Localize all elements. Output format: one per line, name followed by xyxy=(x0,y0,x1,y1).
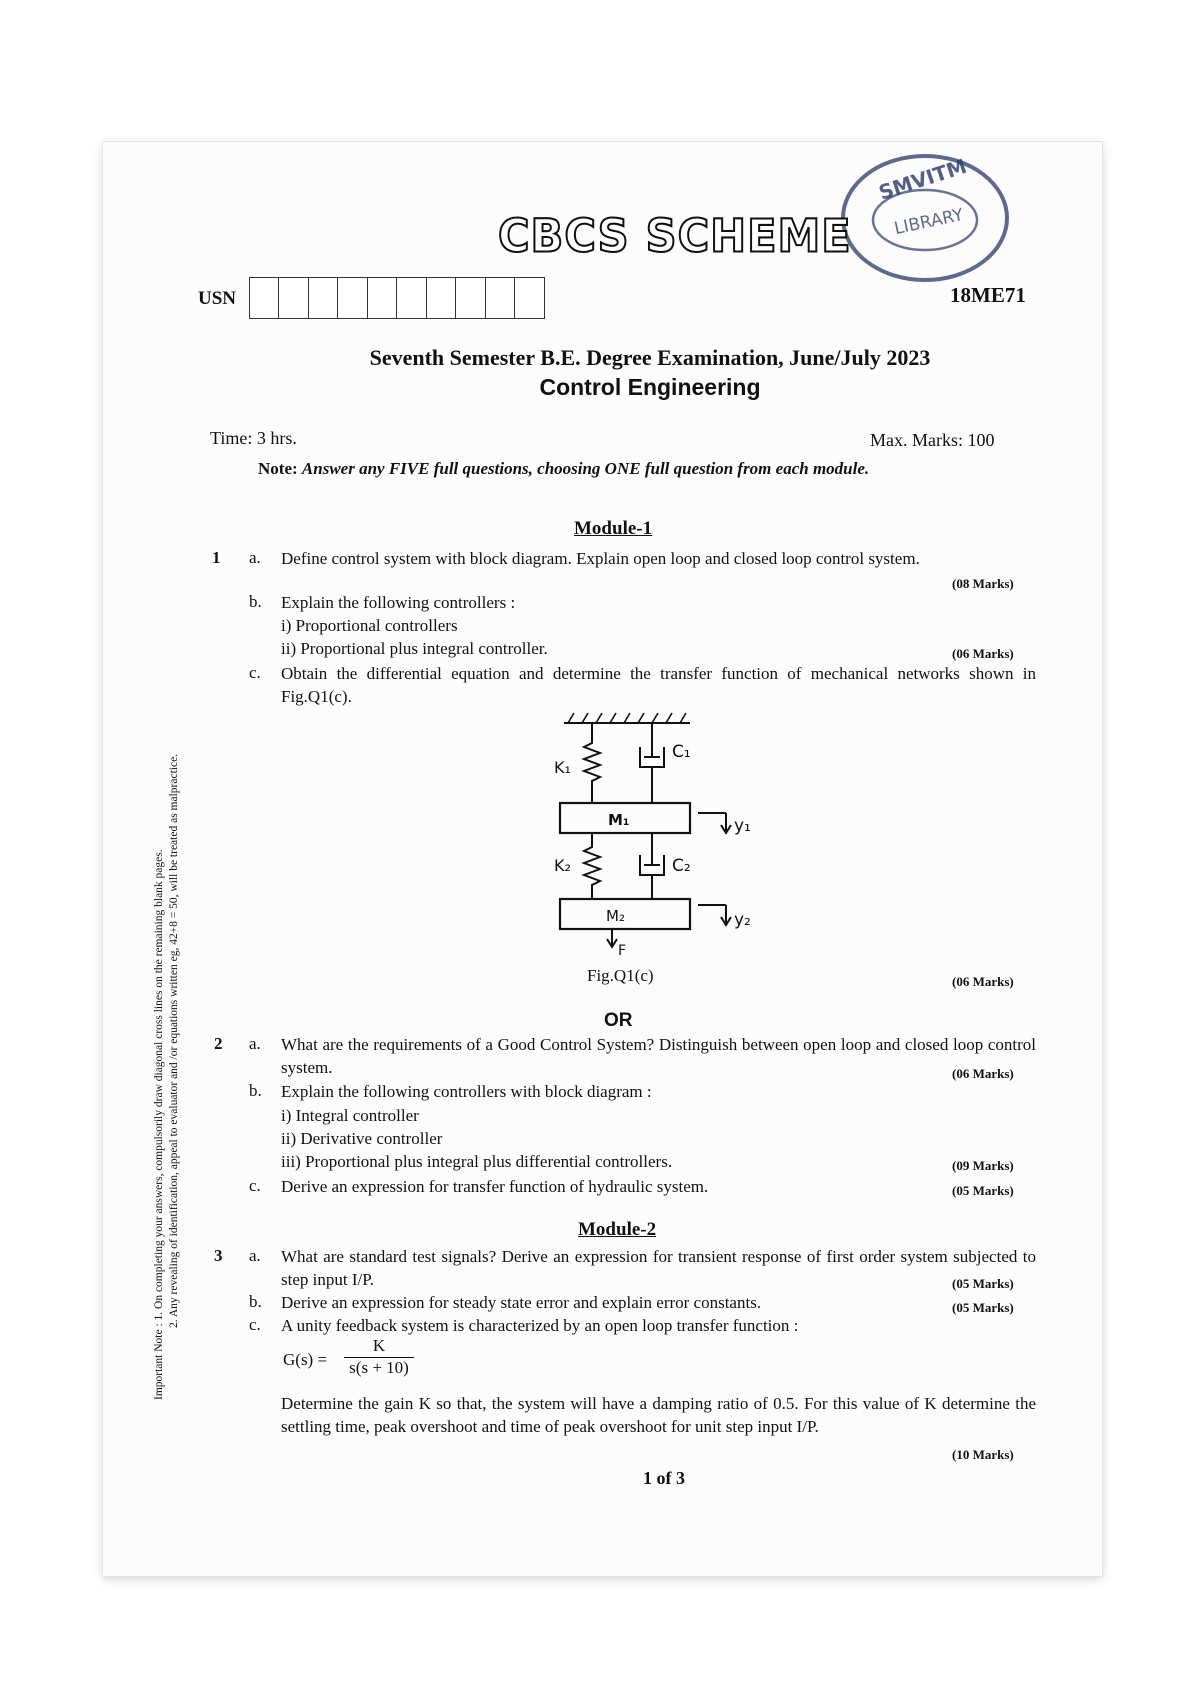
damper-c2 xyxy=(640,833,664,899)
usn-digit-box[interactable] xyxy=(426,277,457,319)
exam-time: Time: 3 hrs. xyxy=(210,428,297,448)
tf-numerator: K xyxy=(344,1336,414,1358)
transfer-function-fraction xyxy=(344,1336,414,1378)
q1b-ii: ii) Proportional plus integral controller. xyxy=(281,639,548,658)
exam-title: Seventh Semester B.E. Degree Examination, June/July 2023 xyxy=(369,345,931,370)
library-stamp xyxy=(825,148,1015,298)
or-separator: OR xyxy=(604,1010,633,1031)
q2c-marks: (05 Marks) xyxy=(952,1183,1014,1198)
label-y2: y₂ xyxy=(734,910,751,930)
q3c-text: A unity feedback system is characterized by an open loop transfer function : xyxy=(281,1316,799,1335)
usn-digit-box[interactable] xyxy=(514,277,545,319)
q3a-text: What are standard test signals? Derive an expression for transient response of first order system subjected to step input I/P. xyxy=(281,1247,1036,1289)
label-c2: C₂ xyxy=(672,856,691,876)
figure-q1c-mechanical-network xyxy=(540,705,800,970)
q2b-text: Explain the following controllers with block diagram : xyxy=(281,1082,652,1101)
usn-digit-box[interactable] xyxy=(308,277,339,319)
q2a-letter: a. xyxy=(249,1034,261,1053)
damper-c1 xyxy=(640,723,664,803)
q1a-marks: (08 Marks) xyxy=(952,576,1014,591)
spring-k1 xyxy=(584,723,600,803)
q2b-i: i) Integral controller xyxy=(281,1106,419,1125)
usn-boxes xyxy=(250,277,545,319)
q3c-letter: c. xyxy=(249,1315,261,1334)
label-y1: y₁ xyxy=(734,816,751,836)
q2c-letter: c. xyxy=(249,1176,261,1195)
usn-digit-box[interactable] xyxy=(396,277,427,319)
usn-digit-box[interactable] xyxy=(485,277,516,319)
q1-number: 1 xyxy=(212,548,221,567)
q2a-marks: (06 Marks) xyxy=(952,1066,1014,1081)
usn-label: USN xyxy=(198,288,237,309)
usn-digit-box[interactable] xyxy=(278,277,309,319)
max-marks: Max. Marks: 100 xyxy=(870,430,995,450)
usn-digit-box[interactable] xyxy=(249,277,280,319)
q3c-marks: (10 Marks) xyxy=(952,1447,1014,1462)
q2b-ii: ii) Derivative controller xyxy=(281,1129,443,1148)
usn-digit-box[interactable] xyxy=(367,277,398,319)
q3b-text: Derive an expression for steady state error and explain error constants. xyxy=(281,1293,762,1312)
stamp-text: SMVITM xyxy=(875,153,970,205)
module-1-title: Module-1 xyxy=(574,518,653,539)
stamp-sub: LIBRARY xyxy=(892,205,966,240)
fig-q1c-caption: Fig.Q1(c) xyxy=(587,966,654,985)
q2-number: 2 xyxy=(214,1034,223,1053)
label-k1: K₁ xyxy=(554,758,571,777)
q3b-letter: b. xyxy=(249,1292,262,1311)
q1b-letter: b. xyxy=(249,592,262,611)
q1b-i: i) Proportional controllers xyxy=(281,616,458,635)
q2c-text: Derive an expression for transfer function of hydraulic system. xyxy=(281,1177,709,1196)
q1a-letter: a. xyxy=(249,548,261,567)
mass-m2 xyxy=(560,899,690,929)
q3c-text2: Determine the gain K so that, the system will have a damping ratio of 0.5. For this value of K determine the settling time, peak overshoot and time of peak overshoot for unit step input I/P. xyxy=(281,1394,1036,1436)
y2-arrow xyxy=(698,905,731,925)
module-2-title: Module-2 xyxy=(578,1219,657,1240)
q2b-letter: b. xyxy=(249,1081,262,1100)
q3b-marks: (05 Marks) xyxy=(952,1300,1014,1315)
q1c-text: Obtain the differential equation and determine the transfer function of mechanical networks shown in Fig.Q1(c). xyxy=(281,664,1036,706)
usn-digit-box[interactable] xyxy=(455,277,486,319)
q2b-marks: (09 Marks) xyxy=(952,1158,1014,1173)
page-number: 1 of 3 xyxy=(643,1468,685,1488)
label-m2: M₂ xyxy=(606,907,625,925)
q1a-text: Define control system with block diagram. Explain open loop and closed loop control system. xyxy=(281,549,920,568)
q1b-marks: (06 Marks) xyxy=(952,646,1014,661)
side-important-note xyxy=(152,754,182,1400)
label-f: F xyxy=(618,943,627,959)
exam-note xyxy=(258,459,869,479)
side-note-line2: 2. Any revealing of identification, appeal to evaluator and /or equations written eg, 42+8 = 50, will be treated as malpractice. xyxy=(168,753,180,1328)
q2a-text: What are the requirements of a Good Control System? Distinguish between open loop and closed loop control system. xyxy=(281,1035,1036,1077)
q3a-letter: a. xyxy=(249,1246,261,1265)
q1c-marks: (06 Marks) xyxy=(952,974,1014,989)
subject-title: Control Engineering xyxy=(539,374,761,400)
note-label: Note: xyxy=(258,459,298,478)
transfer-function-lhs: G(s) = xyxy=(283,1350,328,1369)
force-arrow xyxy=(607,929,617,947)
side-note-line1: Important Note : 1. On completing your answers, compulsorily draw diagonal cross lines on the remaining blank pages. xyxy=(153,849,165,1400)
spring-k2 xyxy=(584,833,600,899)
q1c-letter: c. xyxy=(249,663,261,682)
label-k2: K₂ xyxy=(554,856,571,875)
q3a-marks: (05 Marks) xyxy=(952,1276,1014,1291)
label-c1: C₁ xyxy=(672,742,691,762)
note-text: Answer any FIVE full questions, choosing ONE full question from each module. xyxy=(301,459,870,478)
y1-arrow xyxy=(698,813,731,833)
tf-denominator: s(s + 10) xyxy=(349,1358,409,1377)
ground-hatch xyxy=(568,713,686,723)
usn-digit-box[interactable] xyxy=(337,277,368,319)
q1b-text: Explain the following controllers : xyxy=(281,593,516,612)
scheme-banner: CBCS SCHEME xyxy=(498,210,852,264)
subject-code: 18ME71 xyxy=(950,283,1026,307)
q3-number: 3 xyxy=(214,1246,223,1265)
q2b-iii: iii) Proportional plus integral plus differential controllers. xyxy=(281,1152,673,1171)
label-m1: M₁ xyxy=(608,811,630,829)
